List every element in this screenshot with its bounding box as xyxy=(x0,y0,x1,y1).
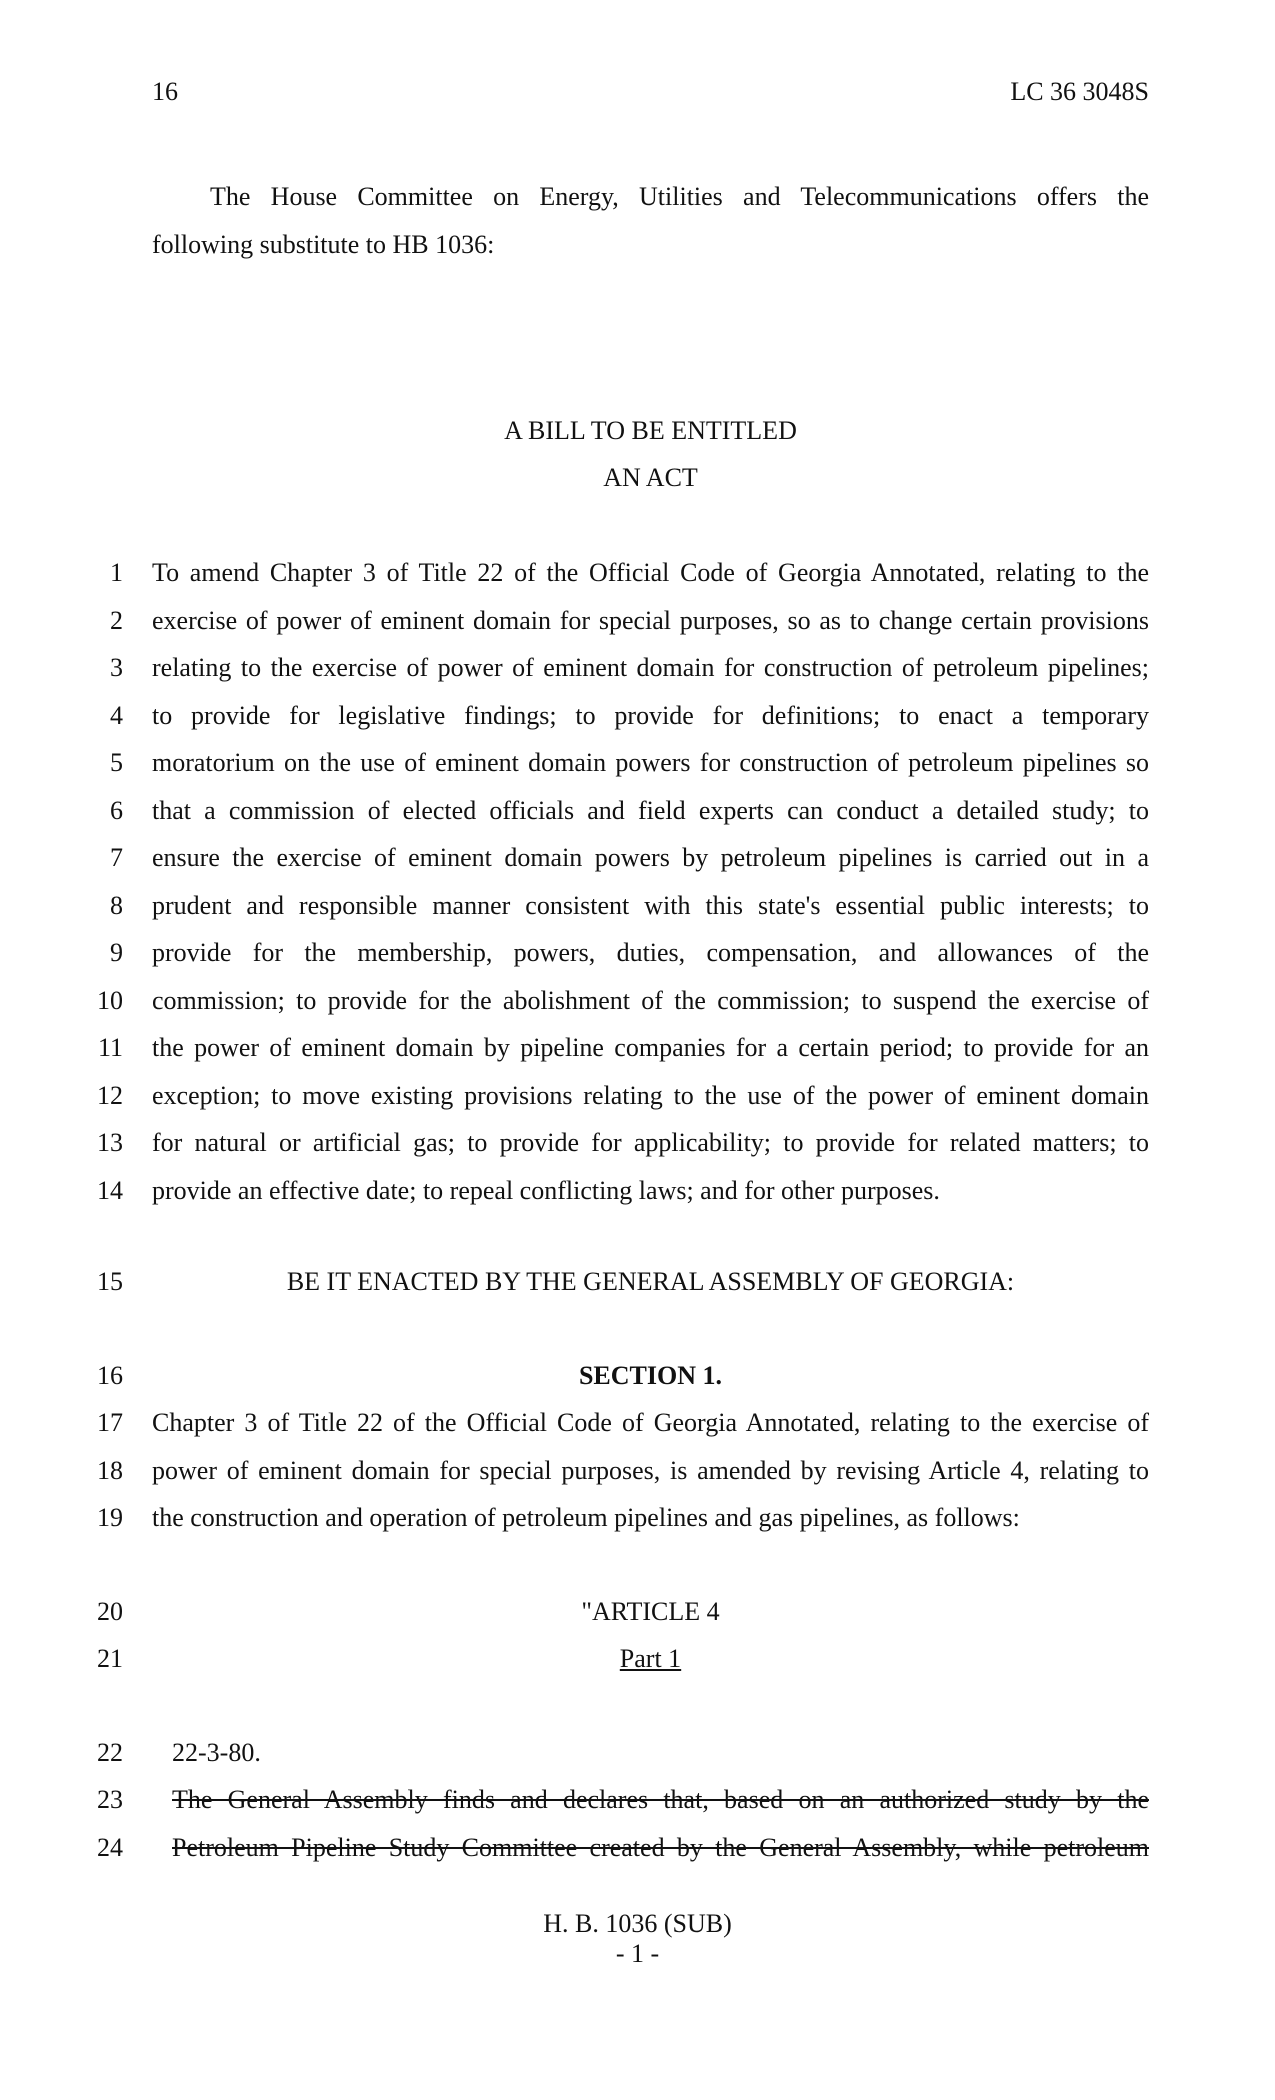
line-number: 6 xyxy=(110,795,123,825)
section-heading: SECTION 1. xyxy=(578,1361,723,1390)
bill-title: A BILL TO BE ENTITLED xyxy=(504,416,797,445)
summary-line: commission; to provide for the abolishment of the commission; to suspend the exercise of xyxy=(152,985,1149,1015)
footer-bill-id: H. B. 1036 (SUB) xyxy=(543,1909,732,1938)
line-number: 15 xyxy=(97,1267,123,1296)
line-number: 7 xyxy=(110,843,123,872)
section-body-line: Chapter 3 of Title 22 of the Official Code of Georgia Annotated, relating to the exercise of xyxy=(152,1408,1149,1437)
line-number: 24 xyxy=(97,1832,123,1862)
line-number: 11 xyxy=(97,1033,123,1062)
line-number: 23 xyxy=(97,1785,123,1814)
line-number: 8 xyxy=(110,890,123,920)
summary-line: exception; to move existing provisions relating to the use of the power of eminent domain xyxy=(152,1080,1149,1110)
struck-body-line xyxy=(172,1832,1149,1864)
line-number: 9 xyxy=(110,938,123,967)
page-number: 16 xyxy=(152,77,178,106)
intro-line-2: following substitute to HB 1036: xyxy=(152,230,495,259)
summary-line: To amend Chapter 3 of Title 22 of the Official Code of Georgia Annotated, relating to the xyxy=(152,558,1149,587)
line-number: 17 xyxy=(97,1408,123,1437)
line-number: 12 xyxy=(97,1080,123,1110)
line-number: 22 xyxy=(97,1738,123,1767)
summary-line: provide for the membership, powers, duties, compensation, and allowances of the xyxy=(152,938,1149,967)
line-number: 19 xyxy=(97,1503,123,1532)
enacting-clause: BE IT ENACTED BY THE GENERAL ASSEMBLY OF GEORGIA: xyxy=(286,1267,1015,1296)
line-number: 16 xyxy=(97,1361,123,1390)
line-number: 5 xyxy=(110,748,123,777)
article-heading: "ARTICLE 4 xyxy=(581,1597,720,1626)
section-body-line: power of eminent domain for special purposes, is amended by revising Article 4, relating to xyxy=(152,1455,1149,1485)
summary-line: relating to the exercise of power of eminent domain for construction of petroleum pipelines; xyxy=(152,653,1149,682)
line-number: 2 xyxy=(110,605,123,635)
code-section-number: 22-3-80. xyxy=(172,1738,261,1767)
struck-body-line xyxy=(172,1784,1149,1816)
summary-line: moratorium on the use of eminent domain powers for construction of petroleum pipelines so xyxy=(152,748,1149,777)
part-heading: Part 1 xyxy=(619,1644,682,1673)
act-title: AN ACT xyxy=(603,463,698,492)
summary-line: prudent and responsible manner consistent with this state's essential public interests; to xyxy=(152,890,1149,920)
line-number: 4 xyxy=(110,700,123,730)
summary-line: the power of eminent domain by pipeline companies for a certain period; to provide for an xyxy=(152,1033,1149,1062)
doc-code: LC 36 3048S xyxy=(1010,77,1149,106)
footer-page-number: - 1 - xyxy=(615,1939,660,1968)
struck-text: The General Assembly finds and declares that, based on an authorized study by the xyxy=(172,1785,1149,1814)
line-number: 10 xyxy=(97,985,123,1015)
line-number: 1 xyxy=(110,558,123,587)
line-number: 20 xyxy=(97,1597,123,1626)
summary-line: ensure the exercise of eminent domain powers by petroleum pipelines is carried out in a xyxy=(152,843,1149,872)
intro-line-1: The House Committee on Energy, Utilities and Telecommunications offers the xyxy=(210,182,1149,211)
line-number: 21 xyxy=(97,1644,123,1673)
struck-text: Petroleum Pipeline Study Committee created by the General Assembly, while petroleum xyxy=(172,1832,1149,1862)
summary-line: that a commission of elected officials and field experts can conduct a detailed study; to xyxy=(152,795,1149,825)
summary-line: for natural or artificial gas; to provide for applicability; to provide for related matters; to xyxy=(152,1128,1149,1157)
line-number: 3 xyxy=(110,653,123,682)
section-body-line: the construction and operation of petroleum pipelines and gas pipelines, as follows: xyxy=(152,1503,1020,1532)
line-number: 18 xyxy=(97,1455,123,1485)
summary-line: exercise of power of eminent domain for special purposes, so as to change certain provisions xyxy=(152,605,1149,635)
summary-line: provide an effective date; to repeal conflicting laws; and for other purposes. xyxy=(152,1175,940,1205)
line-number: 14 xyxy=(97,1175,123,1205)
summary-line: to provide for legislative findings; to provide for definitions; to enact a temporary xyxy=(152,700,1149,730)
line-number: 13 xyxy=(97,1128,123,1157)
